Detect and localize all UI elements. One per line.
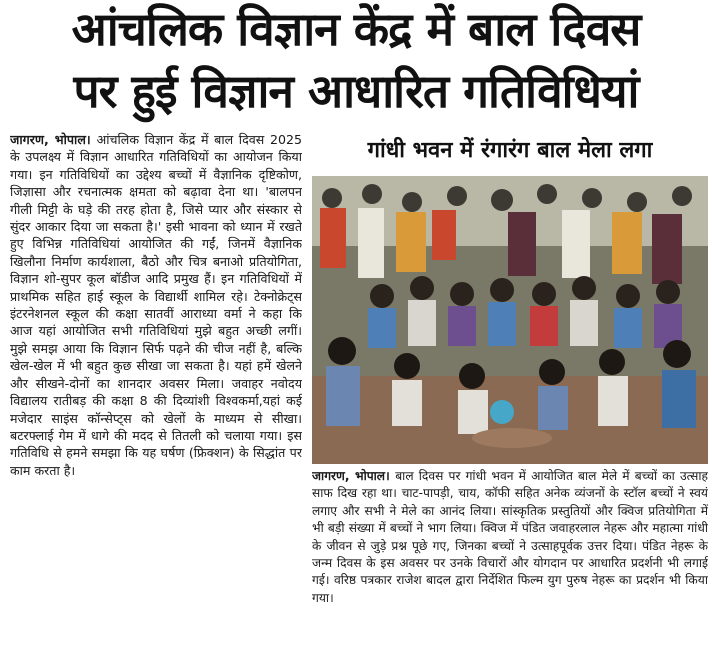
headline xyxy=(0,0,712,126)
article-text: आंचलिक विज्ञान केंद्र में बाल दिवस 2025 के उपलक्ष्य में विज्ञान आधारित गतिविधियों का आयोजन किया गया। इन गतिविधियों का उद्देश्य बच्चों में वैज्ञानिक दृष्टिकोण, जिज्ञासा और रचनात्मक क्षमता को बढ़ावा देना था। 'बालपन गीली मिट्टी के घड़े की तरह होता है, जिसे प्यार और संस्कार से सुंदर आकार दिया जा सकता है।' इसी भावना को ध्यान में रखते हुए विभिन्न गतिविधियां आयोजित की गईं, जिनमें वैज्ञानिक खिलौना निर्माण कार्यशाला, बैठो और चित्र बनाओ प्रतियोगिता, विज्ञान शो-सुपर कूल बॉडीज आदि प्रमुख हैं। इन गतिविधियों में प्राथमिक सहित हाई स्कूल के विद्यार्थी शामिल रहे। टेक्नोक्रेट्स इंटरनेशनल स्कूल की कक्षा सातवीं आराध्या वर्मा ने कहा कि आज यहां आयोजित सभी गतिविधियां मुझे बहुत अच्छी लगीं। मुझे समझ आया कि विज्ञान सिर्फ पढ़ने की चीज नहीं है, बल्कि खेल-खेल में भी बहुत कुछ सीखा जा सकता है। यहां हमें खेलने और सीखने-दोनों का शानदार अवसर मिला। जवाहर नवोदय विद्यालय रातीबड़ की कक्षा 8 की दिव्यांशी विश्वकर्मा,यहां कई मजेदार साइंस कॉन्सेप्ट्स को खेलों के माध्यम से सीखा। बटरफ्लाई गेम में धागे की मदद से तितली को चलाया गया। इस गतिविधि से हमने समझा कि यह घर्षण (फ्रिक्शन) के सिद्धांत पर काम करता है। xyxy=(10,132,302,478)
article-body-column xyxy=(10,131,302,661)
headline-line-1: आंचलिक विज्ञान केंद्र में बाल दिवस xyxy=(71,2,641,56)
photo-illustration xyxy=(312,176,708,464)
headline-line-2: पर हुई विज्ञान आधारित गतिविधियां xyxy=(73,64,639,118)
caption-text: बाल दिवस पर गांधी भवन में आयोजित बाल मेले में बच्चों का उत्साह साफ दिख रहा था। चाट-पापड़ी, चाय, कॉफी सहित अनेक व्यंजनों के स्टॉल बच्चों ने स्वयं लगाए और सभी ने मेले का आनंद लिया। सांस्कृतिक प्रस्तुतियों और क्विज प्रतियोगिता में भी बड़ी संख्या में बच्चों ने भाग लिया। क्विज में पंडित जवाहरलाल नेहरू और महात्मा गांधी के जीवन से जुड़े प्रश्न पूछे गए, जिनका बच्चों ने उत्साहपूर्वक उत्तर दिया। पंडित नेहरू के जन्म दिवस के इस अवसर पर उनके विचारों और योगदान पर आधारित प्रदर्शनी भी लगाई गई। वरिष्ठ पत्रकार राजेश बादल द्वारा निर्देशित फिल्म युग पुरुष नेहरू का प्रदर्शन भी किया गया। xyxy=(312,469,708,605)
caption-dateline: जागरण, भोपाल। xyxy=(312,469,396,483)
side-story-subhead: गांधी भवन में रंगारंग बाल मेला लगा xyxy=(367,138,653,163)
article-dateline: जागरण, भोपाल। xyxy=(10,132,97,147)
photo-caption xyxy=(312,468,708,662)
children-gathering-photo xyxy=(312,176,708,464)
